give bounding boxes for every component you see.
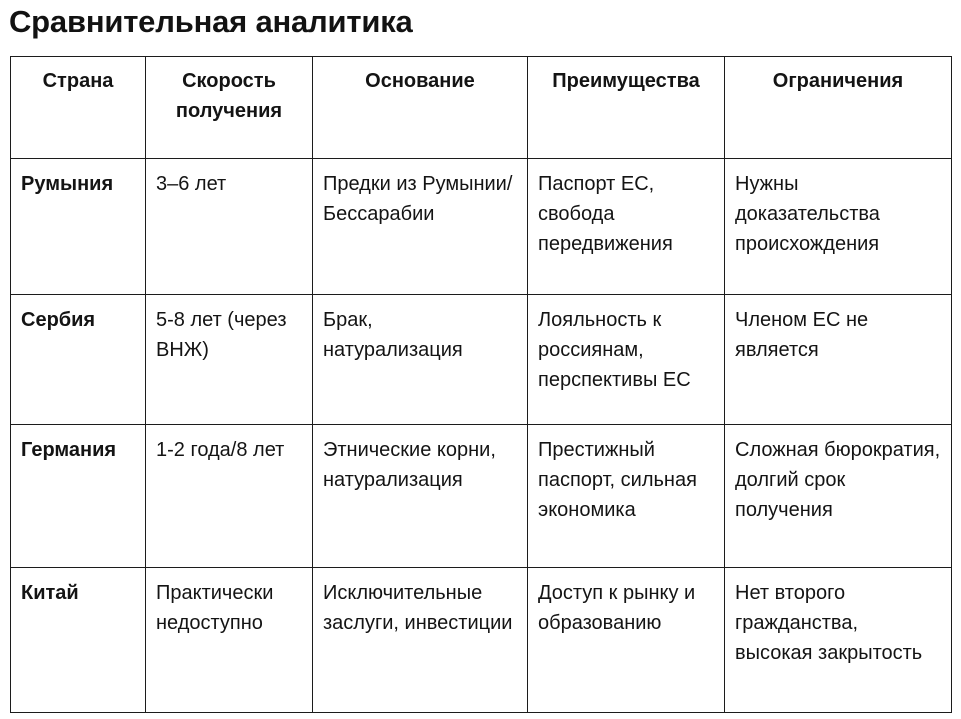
cell-limitations: Сложная бюрократия, долгий срок получения: [725, 425, 952, 568]
cell-speed: 5-8 лет (через ВНЖ): [146, 295, 313, 425]
table-row: [11, 568, 952, 713]
header-limitations: Ограничения: [725, 57, 952, 159]
page-title: Сравнительная аналитика: [9, 4, 413, 39]
cell-limitations: Членом ЕС не является: [725, 295, 952, 425]
cell-basis: Брак, натурализация: [313, 295, 528, 425]
table-header-row: [11, 57, 952, 159]
header-country: Страна: [11, 57, 146, 159]
cell-speed: 3–6 лет: [146, 159, 313, 295]
cell-advantages: Паспорт ЕС, свобода передвижения: [528, 159, 725, 295]
cell-basis: Исключительные заслуги, инвестиции: [313, 568, 528, 713]
table-row: [11, 159, 952, 295]
cell-advantages: Доступ к рынку и образованию: [528, 568, 725, 713]
cell-speed: 1-2 года/8 лет: [146, 425, 313, 568]
cell-advantages: Лояльность к россиянам, перспективы ЕС: [528, 295, 725, 425]
cell-limitations: Нужны доказательства происхождения: [725, 159, 952, 295]
cell-basis: Этнические корни, натурализация: [313, 425, 528, 568]
cell-speed: Практически недоступно: [146, 568, 313, 713]
table-row: [11, 295, 952, 425]
cell-country: Румыния: [11, 159, 146, 295]
cell-advantages: Престижный паспорт, сильная экономика: [528, 425, 725, 568]
cell-limitations: Нет второго гражданства, высокая закрытость: [725, 568, 952, 713]
comparison-table: [10, 56, 952, 713]
table-row: [11, 425, 952, 568]
header-basis: Основание: [313, 57, 528, 159]
header-speed: Скорость получения: [146, 57, 313, 159]
cell-basis: Предки из Румынии/Бессарабии: [313, 159, 528, 295]
cell-country: Китай: [11, 568, 146, 713]
cell-country: Сербия: [11, 295, 146, 425]
header-advantages: Преимущества: [528, 57, 725, 159]
cell-country: Германия: [11, 425, 146, 568]
